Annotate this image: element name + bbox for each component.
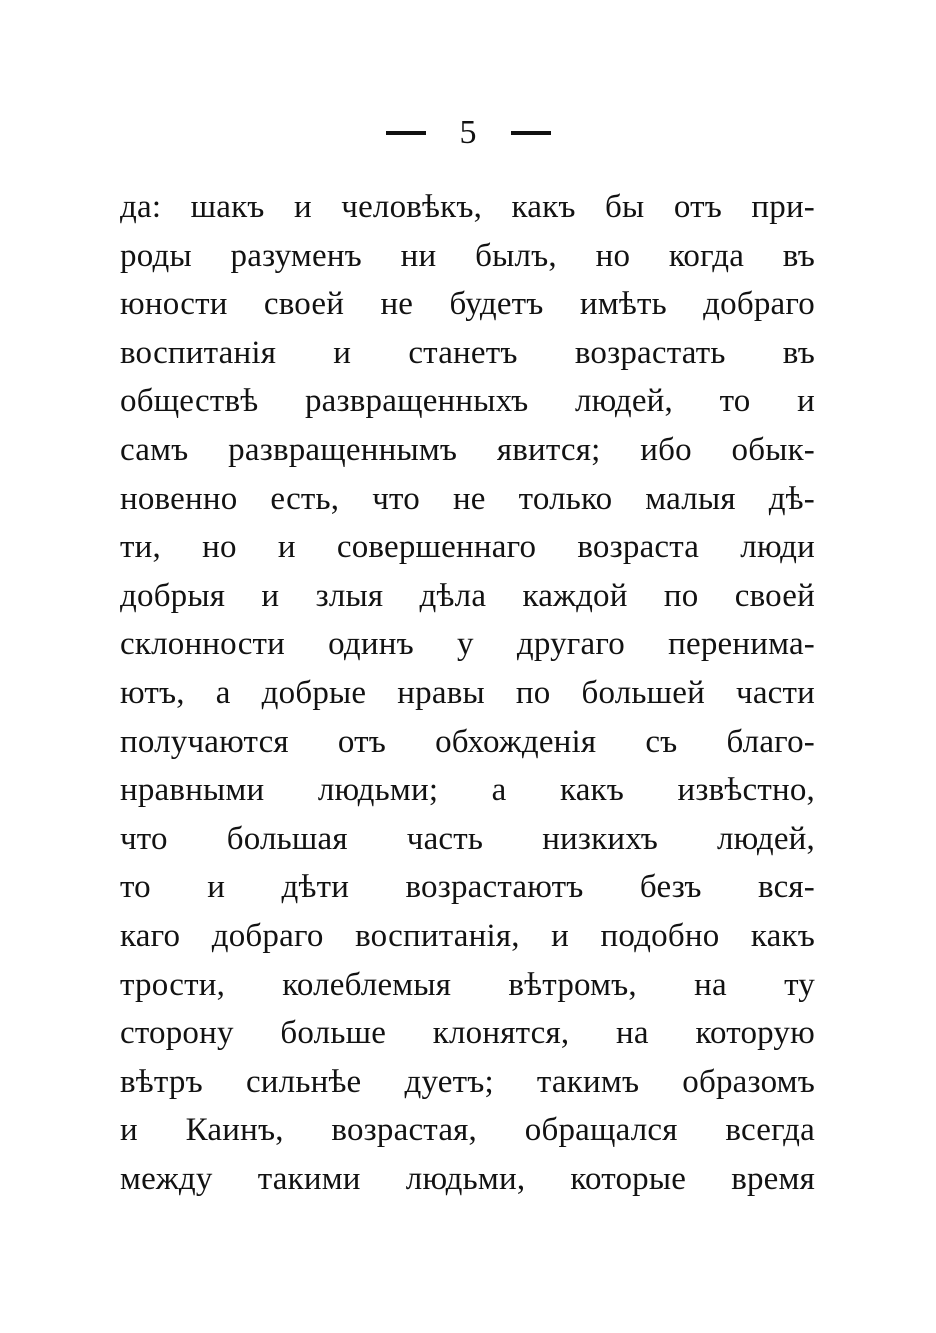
- text-line: склонности одинъ у другаго перенима-: [120, 626, 815, 663]
- text-line: воспитанія и станетъ возрастать въ: [120, 334, 815, 371]
- text-line: нравными людьми; а какъ извѣстно,: [120, 772, 815, 809]
- text-line: каго добраго воспитанія, и подобно какъ: [120, 917, 815, 954]
- text-line: и Каинъ, возрастая, обращался всегда: [120, 1112, 815, 1149]
- text-line: сторону больше клонятся, на которую: [120, 1015, 815, 1052]
- page-header: [0, 108, 936, 158]
- text-line: роды разуменъ ни былъ, но когда въ: [120, 237, 815, 274]
- text-line: ютъ, а добрые нравы по большей части: [120, 674, 815, 711]
- text-line: ти, но и совершеннаго возраста люди: [120, 529, 815, 566]
- right-dash: [511, 131, 551, 135]
- text-line: между такими людьми, которые время: [120, 1160, 815, 1197]
- text-line: трости, колеблемыя вѣтромъ, на ту: [120, 966, 815, 1003]
- text-line: добрыя и злыя дѣла каждой по своей: [120, 577, 815, 614]
- text-line: то и дѣти возрастаютъ безъ вся-: [120, 869, 815, 906]
- text-line: самъ развращеннымъ явится; ибо обык-: [120, 431, 815, 468]
- text-line: юности своей не будетъ имѣть добраго: [120, 286, 815, 323]
- text-line: новенно есть, что не только малыя дѣ-: [120, 480, 815, 517]
- text-line: вѣтръ сильнѣе дуетъ; такимъ образомъ: [120, 1063, 815, 1100]
- text-line: что большая часть низкихъ людей,: [120, 820, 815, 857]
- text-line: получаются отъ обхожденія съ благо-: [120, 723, 815, 760]
- text-line: обществѣ развращенныхъ людей, то и: [120, 383, 815, 420]
- body-text: [120, 183, 815, 1203]
- left-dash: [386, 131, 426, 135]
- text-line: да: шакъ и человѣкъ, какъ бы отъ при-: [120, 189, 815, 225]
- page-number: 5: [459, 114, 477, 151]
